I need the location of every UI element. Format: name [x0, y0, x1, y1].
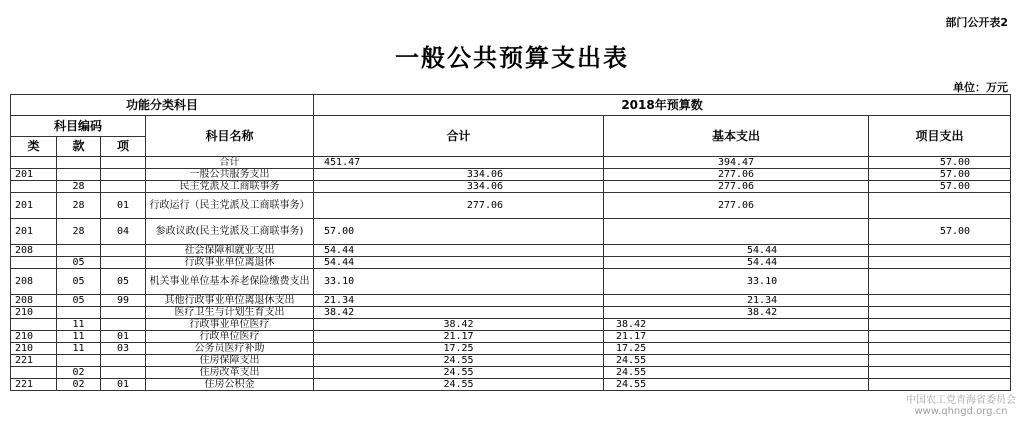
table-row	[11, 157, 1011, 169]
budget-table	[10, 94, 1011, 391]
cell-project	[869, 331, 1011, 343]
cell-lei	[11, 257, 57, 269]
cell-total: 57.00	[314, 219, 604, 245]
cell-basic: 38.42	[604, 307, 869, 319]
cell-project	[869, 355, 1011, 367]
cell-name: 社会保障和就业支出	[146, 245, 314, 257]
cell-project	[869, 269, 1011, 295]
cell-basic: 33.10	[604, 269, 869, 295]
cell-project	[869, 245, 1011, 257]
cell-xiang: 03	[101, 343, 146, 355]
cell-xiang	[101, 157, 146, 169]
table-row	[11, 219, 1011, 245]
cell-total: 21.34	[314, 295, 604, 307]
cell-name: 医疗卫生与计划生育支出	[146, 307, 314, 319]
cell-basic: 21.17	[604, 331, 869, 343]
cell-xiang	[101, 319, 146, 331]
basic-header: 基本支出	[604, 116, 869, 157]
cell-name: 机关事业单位基本养老保险缴费支出	[146, 269, 314, 295]
cell-lei: 208	[11, 269, 57, 295]
watermark-line-1: 中国农工党青海省委员会	[906, 395, 1016, 406]
cell-name: 民主党派及工商联事务	[146, 181, 314, 193]
cell-kuan: 11	[57, 331, 101, 343]
cell-xiang	[101, 307, 146, 319]
cell-kuan	[57, 355, 101, 367]
cell-name: 行政单位医疗	[146, 331, 314, 343]
cell-kuan	[57, 307, 101, 319]
cell-basic: 394.47	[604, 157, 869, 169]
cell-project	[869, 319, 1011, 331]
cell-name: 参政议政(民主党派及工商联事务)	[146, 219, 314, 245]
cell-project: 57.00	[869, 169, 1011, 181]
cell-xiang	[101, 355, 146, 367]
cell-project: 57.00	[869, 157, 1011, 169]
cell-basic: 38.42	[604, 319, 869, 331]
cell-lei	[11, 181, 57, 193]
cell-kuan: 28	[57, 181, 101, 193]
page-title: 一般公共预算支出表	[395, 43, 629, 72]
cell-total: 38.42	[314, 307, 604, 319]
lei-header: 类	[11, 137, 57, 157]
cell-kuan: 02	[57, 379, 101, 391]
cell-name: 公务员医疗补助	[146, 343, 314, 355]
unit-label: 单位：万元	[953, 81, 1008, 94]
watermark	[906, 395, 1016, 417]
cell-basic: 54.44	[604, 257, 869, 269]
cell-total: 38.42	[314, 319, 604, 331]
cell-name: 行政事业单位离退休	[146, 257, 314, 269]
cell-name: 合计	[146, 157, 314, 169]
cell-total: 24.55	[314, 367, 604, 379]
cell-lei: 201	[11, 193, 57, 219]
cell-basic: 21.34	[604, 295, 869, 307]
cell-kuan: 05	[57, 269, 101, 295]
cell-name: 住房保障支出	[146, 355, 314, 367]
cell-kuan: 02	[57, 367, 101, 379]
cell-project	[869, 343, 1011, 355]
cell-basic: 277.06	[604, 193, 869, 219]
cell-kuan	[57, 157, 101, 169]
cell-xiang	[101, 181, 146, 193]
cell-xiang	[101, 245, 146, 257]
table-body	[11, 157, 1011, 391]
cell-total: 334.06	[314, 181, 604, 193]
cell-basic: 24.55	[604, 379, 869, 391]
table-row	[11, 169, 1011, 181]
cell-lei: 208	[11, 245, 57, 257]
cell-kuan	[57, 245, 101, 257]
cell-project	[869, 367, 1011, 379]
cell-total: 17.25	[314, 343, 604, 355]
cell-basic: 54.44	[604, 245, 869, 257]
total-header: 合计	[314, 116, 604, 157]
cell-kuan: 11	[57, 319, 101, 331]
cell-lei: 221	[11, 355, 57, 367]
table-row	[11, 331, 1011, 343]
cell-xiang	[101, 169, 146, 181]
cell-xiang: 01	[101, 193, 146, 219]
cell-lei: 210	[11, 331, 57, 343]
cell-lei: 221	[11, 379, 57, 391]
cell-lei: 201	[11, 169, 57, 181]
table-row	[11, 307, 1011, 319]
cell-name: 住房公积金	[146, 379, 314, 391]
cell-total: 54.44	[314, 245, 604, 257]
table-row	[11, 379, 1011, 391]
cell-project	[869, 257, 1011, 269]
table-row	[11, 193, 1011, 219]
cell-lei	[11, 367, 57, 379]
table-row	[11, 295, 1011, 307]
table-row	[11, 245, 1011, 257]
kuan-header: 款	[57, 137, 101, 157]
cell-kuan: 05	[57, 295, 101, 307]
func-class-header: 功能分类科目	[11, 95, 314, 116]
project-header: 项目支出	[869, 116, 1011, 157]
table-row	[11, 319, 1011, 331]
cell-name: 其他行政事业单位离退休支出	[146, 295, 314, 307]
table-row	[11, 355, 1011, 367]
cell-xiang: 01	[101, 331, 146, 343]
cell-project	[869, 307, 1011, 319]
cell-basic: 17.25	[604, 343, 869, 355]
doc-label: 部门公开表2	[945, 16, 1008, 29]
cell-basic	[604, 219, 869, 245]
cell-basic: 24.55	[604, 355, 869, 367]
cell-name: 住房改革支出	[146, 367, 314, 379]
cell-lei: 210	[11, 307, 57, 319]
cell-total: 54.44	[314, 257, 604, 269]
cell-project: 57.00	[869, 219, 1011, 245]
cell-project: 57.00	[869, 181, 1011, 193]
cell-lei: 210	[11, 343, 57, 355]
cell-lei: 201	[11, 219, 57, 245]
cell-xiang	[101, 367, 146, 379]
cell-name: 行政事业单位医疗	[146, 319, 314, 331]
xiang-header: 项	[101, 137, 146, 157]
cell-kuan	[57, 169, 101, 181]
cell-total: 33.10	[314, 269, 604, 295]
cell-name: 一般公共服务支出	[146, 169, 314, 181]
cell-name: 行政运行（民主党派及工商联事务）	[146, 193, 314, 219]
cell-kuan: 28	[57, 193, 101, 219]
cell-basic: 277.06	[604, 169, 869, 181]
table-row	[11, 367, 1011, 379]
watermark-line-2: www.qhngd.org.cn	[914, 406, 1008, 417]
cell-total: 24.55	[314, 355, 604, 367]
cell-basic: 277.06	[604, 181, 869, 193]
cell-xiang: 05	[101, 269, 146, 295]
table-row	[11, 181, 1011, 193]
cell-total: 451.47	[314, 157, 604, 169]
cell-lei	[11, 157, 57, 169]
table-row	[11, 269, 1011, 295]
cell-project	[869, 193, 1011, 219]
cell-total: 334.06	[314, 169, 604, 181]
cell-total: 21.17	[314, 331, 604, 343]
subject-name-header: 科目名称	[146, 116, 314, 157]
cell-kuan: 05	[57, 257, 101, 269]
budget-year-header: 2018年预算数	[314, 95, 1011, 116]
table-row	[11, 257, 1011, 269]
cell-xiang: 04	[101, 219, 146, 245]
cell-project	[869, 295, 1011, 307]
subject-code-header: 科目编码	[11, 116, 146, 137]
cell-project	[869, 379, 1011, 391]
cell-xiang: 99	[101, 295, 146, 307]
cell-xiang: 01	[101, 379, 146, 391]
cell-xiang	[101, 257, 146, 269]
cell-total: 277.06	[314, 193, 604, 219]
cell-basic: 24.55	[604, 367, 869, 379]
cell-kuan: 11	[57, 343, 101, 355]
table-row	[11, 343, 1011, 355]
cell-lei	[11, 319, 57, 331]
cell-total: 24.55	[314, 379, 604, 391]
cell-lei: 208	[11, 295, 57, 307]
cell-kuan: 28	[57, 219, 101, 245]
